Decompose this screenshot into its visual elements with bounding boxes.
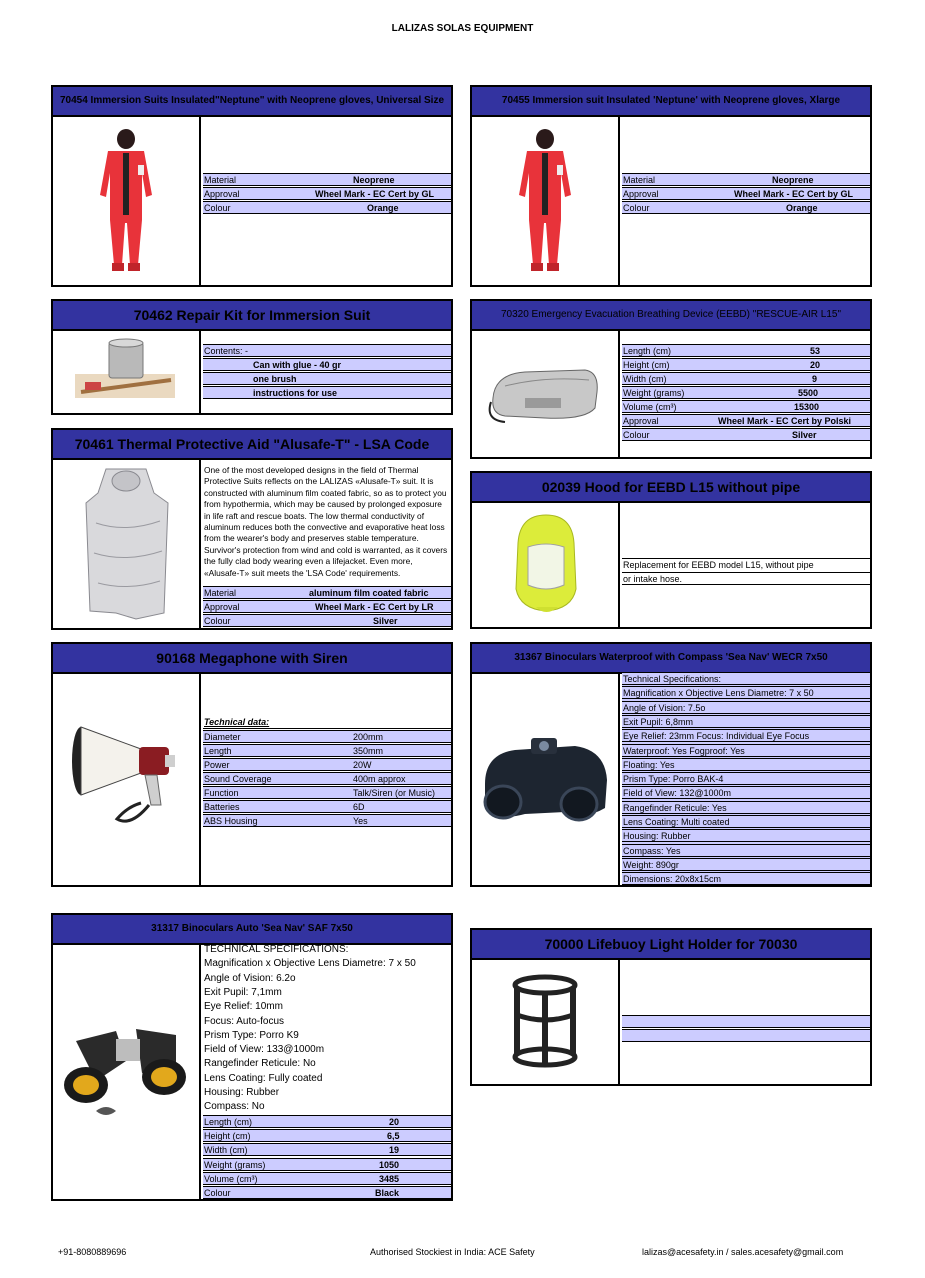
product-card-70462	[51, 299, 453, 415]
spec-row: Colour Black	[203, 1186, 451, 1199]
spec-row: Height (cm) 6,5	[203, 1129, 451, 1142]
product-title: 70000 Lifebuoy Light Holder for 70030	[472, 930, 870, 960]
product-card-70454	[51, 85, 453, 287]
product-card-70000	[470, 928, 872, 1086]
spec-line: Waterproof: Yes Fogproof: Yes	[622, 744, 870, 757]
yellow-hood-image	[500, 509, 590, 619]
spec-panel	[622, 672, 870, 885]
spec-line: Field of View: 132@1000m	[622, 786, 870, 799]
description-line: or intake hose.	[622, 572, 870, 585]
spec-row: Height (cm) 20	[622, 358, 870, 371]
spec-row: Material Neoprene	[203, 173, 451, 186]
product-image-cell	[53, 458, 201, 628]
spec-row: Material aluminum film coated fabric	[203, 586, 451, 599]
megaphone-image	[61, 719, 191, 839]
product-image-cell	[472, 672, 620, 885]
binoculars-compass-image	[475, 724, 615, 834]
spec-panel	[622, 958, 870, 1084]
spec-panel	[203, 943, 451, 1199]
spec-line: Magnification x Objective Lens Diametre: 7 x 50	[204, 958, 416, 970]
product-card-31317	[51, 913, 453, 1201]
spec-row: Colour Silver	[203, 614, 451, 627]
contents-label-row: Contents: -	[203, 344, 451, 357]
spec-row: Colour Orange	[203, 201, 451, 214]
product-image-cell	[53, 672, 201, 885]
spec-line: Exit Pupil: 7,1mm	[204, 986, 282, 998]
spec-line: Lens Coating: Multi coated	[622, 815, 870, 828]
light-holder-image	[505, 971, 585, 1071]
spec-row: Weight (grams) 5500	[622, 386, 870, 399]
spec-row: Volume (cm³) 15300	[622, 400, 870, 413]
spec-panel	[622, 115, 870, 285]
spec-line: Focus: Auto-focus	[204, 1015, 285, 1027]
spec-line: Housing: Rubber	[622, 829, 870, 842]
product-title: 31367 Binoculars Waterproof with Compass 'Sea Nav' WECR 7x50	[472, 644, 870, 674]
spec-row: Volume (cm³) 3485	[203, 1172, 451, 1185]
footer-stockist: Authorised Stockiest in India: ACE Safety	[370, 1247, 535, 1257]
product-title: 02039 Hood for EEBD L15 without pipe	[472, 473, 870, 503]
product-image-cell	[472, 958, 620, 1084]
product-image-cell	[472, 329, 620, 457]
product-image-cell	[53, 943, 201, 1199]
footer-email: lalizas@acesafety.in / sales.acesafety@gmail.com	[642, 1247, 844, 1257]
spec-line: Lens Coating: Fully coated	[204, 1072, 323, 1084]
eebd-bag-image	[485, 358, 605, 428]
spec-line: Weight: 890gr	[622, 858, 870, 871]
product-title: 70454 Immersion Suits Insulated"Neptune" with Neoprene gloves, Universal Size	[53, 87, 451, 117]
repair-kit-image	[71, 336, 181, 406]
product-title: 70461 Thermal Protective Aid "Alusafe-T" - LSA Code	[53, 430, 451, 460]
spec-row: Material Neoprene	[622, 173, 870, 186]
footer-phone: +91-8080889696	[58, 1247, 127, 1257]
spec-line: Eye Relief: 23mm Focus: Individual Eye Focus	[622, 729, 870, 742]
spec-line: Angle of Vision: 7.5o	[622, 701, 870, 714]
product-title: 70320 Emergency Evacuation Breathing Device (EEBD) "RESCUE-AIR L15"	[472, 301, 870, 331]
spec-panel	[203, 458, 451, 628]
product-card-02039	[470, 471, 872, 629]
spec-row: Length (cm) 53	[622, 344, 870, 357]
spec-row: Function Talk/Siren (or Music)	[203, 786, 451, 799]
spec-row-empty	[622, 1029, 870, 1042]
contents-panel	[203, 329, 451, 413]
spec-row: Approval Wheel Mark - EC Cert by GL	[622, 187, 870, 200]
product-image-cell	[472, 115, 620, 285]
spec-row: Approval Wheel Mark - EC Cert by GL	[203, 187, 451, 200]
product-card-70461	[51, 428, 453, 630]
spec-row: Batteries 6D	[203, 800, 451, 813]
spec-line: Rangefinder Reticule: No	[204, 1058, 316, 1070]
spec-panel	[203, 672, 451, 885]
product-card-90168	[51, 642, 453, 887]
spec-row: Weight (grams) 1050	[203, 1158, 451, 1171]
spec-line: TECHNICAL SPECIFICATIONS:	[204, 944, 349, 955]
product-title: 90168 Megaphone with Siren	[53, 644, 451, 674]
spec-row: Length 350mm	[203, 744, 451, 757]
spec-row: Power 20W	[203, 758, 451, 771]
contents-item: instructions for use	[203, 386, 451, 399]
product-description: One of the most developed designs in the field of Thermal Protective Suits reflects on the LALIZAS «Alusafe-T» suit. It is constructed with aluminum film coated fabric, so as to protect you from hypothermia, which may be caused by prolonged exposure in life raft and rescue boats. The low thermal conductivity of aluminum reduces both the convective and evaporative heat loss from the wearer's body and preserves stable temperature. Survivor's protection from wind and cold is warranted, as it covers the fully clad body wearing even a lifejacket. Even more, «Alusafe-T» suit meets the 'LSA Code' requirements.	[204, 465, 448, 578]
product-image-cell	[53, 329, 201, 413]
product-title: 31317 Binoculars Auto 'Sea Nav' SAF 7x50	[53, 915, 451, 945]
spec-line: Prism Type: Porro K9	[204, 1029, 299, 1041]
binoculars-auto-image	[56, 1011, 196, 1131]
spec-row: ABS Housing Yes	[203, 814, 451, 827]
spec-row: Colour Silver	[622, 428, 870, 441]
spec-panel	[622, 329, 870, 457]
product-card-70455	[470, 85, 872, 287]
product-title: 70462 Repair Kit for Immersion Suit	[53, 301, 451, 331]
spec-row: Colour Orange	[622, 201, 870, 214]
description-panel	[622, 501, 870, 627]
page-title: LALIZAS SOLAS EQUIPMENT	[391, 23, 534, 34]
spec-line: Magnification x Objective Lens Diametre: 7 x 50	[622, 686, 870, 699]
product-card-70320	[470, 299, 872, 459]
product-title: 70455 Immersion suit Insulated 'Neptune' with Neoprene gloves, Xlarge	[472, 87, 870, 117]
red-immersion-suit-image	[505, 125, 585, 275]
spec-row-empty	[622, 1015, 870, 1028]
spec-line: Rangefinder Reticule: Yes	[622, 801, 870, 814]
product-card-31367	[470, 642, 872, 887]
spec-line: Eye Relief: 10mm	[204, 1001, 283, 1013]
spec-line: Dimensions: 20x8x15cm	[622, 872, 870, 885]
spec-row: Length (cm) 20	[203, 1115, 451, 1128]
spec-line: Compass: Yes	[622, 844, 870, 857]
spec-line: Housing: Rubber	[204, 1087, 280, 1098]
spec-row: Approval Wheel Mark - EC Cert by LR	[203, 600, 451, 613]
spec-line: Floating: Yes	[622, 758, 870, 771]
spec-line: Prism Type: Porro BAK-4	[622, 772, 870, 785]
spec-line: Exit Pupil: 6,8mm	[622, 715, 870, 728]
spec-panel	[203, 115, 451, 285]
thermal-protective-aid-image	[76, 463, 176, 623]
product-image-cell	[53, 115, 201, 285]
contents-item: Can with glue - 40 gr	[203, 358, 451, 371]
description-line: Replacement for EEBD model L15, without pipe	[622, 558, 870, 571]
spec-row: Width (cm) 19	[203, 1143, 451, 1156]
contents-item: one brush	[203, 372, 451, 385]
red-immersion-suit-image	[86, 125, 166, 275]
spec-row: Sound Coverage 400m approx	[203, 772, 451, 785]
spec-row: Diameter 200mm	[203, 730, 451, 743]
spec-line: Technical Specifications:	[622, 672, 870, 685]
spec-row: Approval Wheel Mark - EC Cert by Polski	[622, 414, 870, 427]
product-image-cell	[472, 501, 620, 627]
spec-row: Width (cm) 9	[622, 372, 870, 385]
spec-line: Field of View: 133@1000m	[204, 1044, 325, 1056]
spec-line: Compass: No	[204, 1101, 265, 1113]
spec-line: Angle of Vision: 6.2o	[204, 972, 296, 984]
tech-data-label-row: Technical data:	[203, 716, 451, 729]
